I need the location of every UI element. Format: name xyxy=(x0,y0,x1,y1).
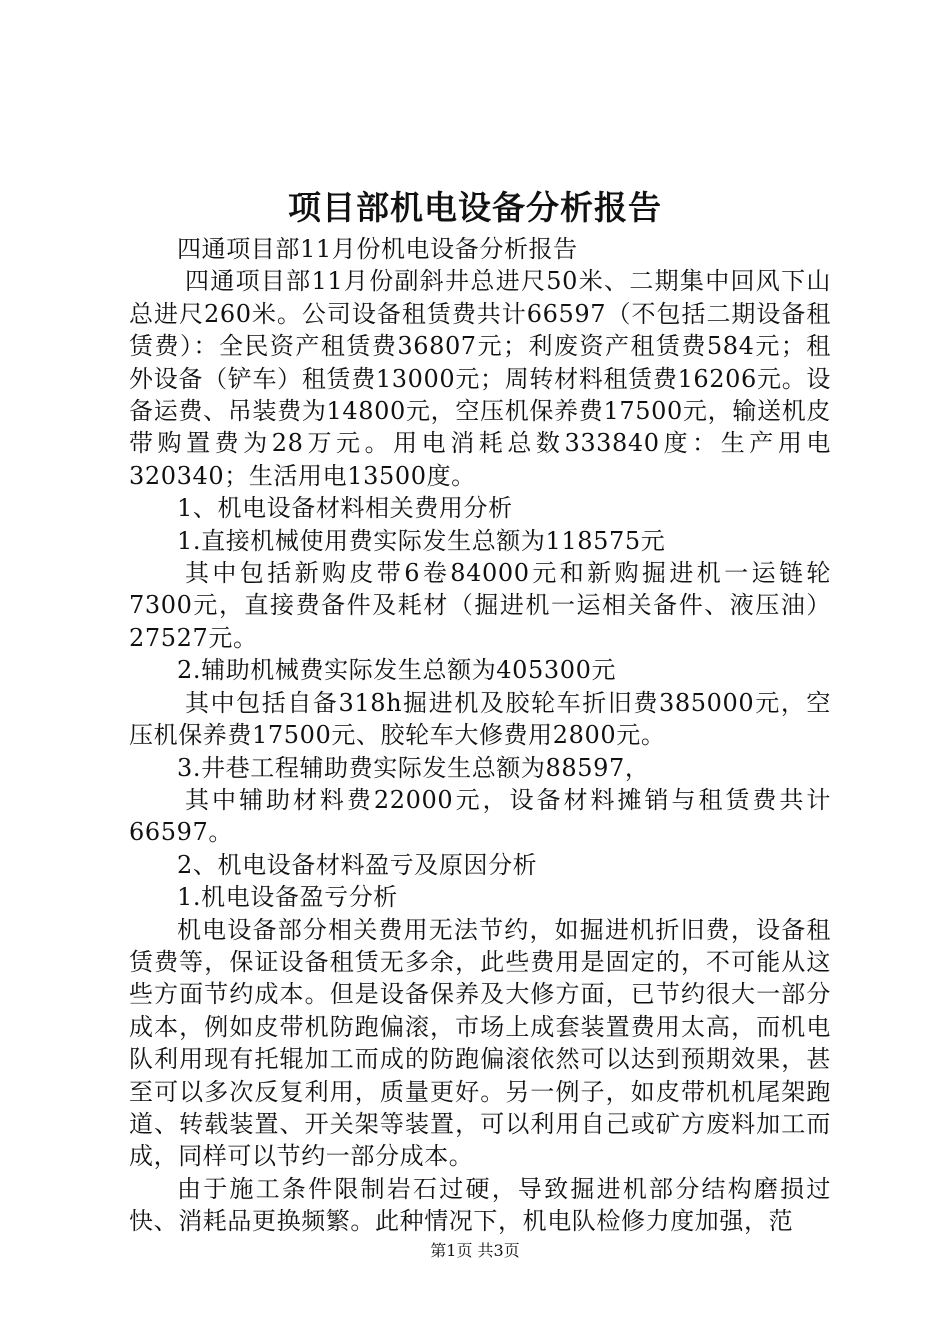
subheading-equipment-profit-loss: 1.机电设备盈亏分析 xyxy=(177,883,398,912)
subheading-tunnel-engineering-cost: 3.井巷工程辅助费实际发生总额为88597， xyxy=(177,753,650,782)
summary-paragraph: 四通项目部11月份副斜井总进尺50米、二期集中回风下山总进尺260米。公司设备租赁费共计66597（不包括二期设备租赁费）：全民资产租赁费36807元；利废资产租赁费584元；租外设备（铲车）租赁费13000元；周转材料租赁费16206元。设备运费、吊装费为14800元，空压机保养费17500元，输送机皮带购置费为28万元。用电消耗总数333840度：生产用电320340；生活用电13500度。 xyxy=(129,267,831,490)
paragraph-cost-saving-analysis: 机电设备部分相关费用无法节约，如掘进机折旧费，设备租赁费等，保证设备租赁无多余，此些费用是固定的，不可能从这些方面节约成本。但是设备保养及大修方面，已节约很大一部分成本，例如皮带机防跑偏滚，市场上成套装置费用太高，而机电队利用现有托辊加工而成的防跑偏滚依然可以达到预期效果，甚至可以多次反复利用，质量更好。另一例子，如皮带机机尾架跑道、转载装置、开关架等装置，可以利用自己或矿方废料加工而成，同样可以节约一部分成本。 xyxy=(129,915,831,1171)
subheading-direct-machinery-cost: 1.直接机械使用费实际发生总额为118575元 xyxy=(177,526,666,555)
document-body xyxy=(129,233,831,1238)
document-title: 项目部机电设备分析报告 xyxy=(288,188,662,227)
page-footer: 第1页 共3页 xyxy=(430,1241,520,1260)
paragraph-tunnel-engineering-detail: 其中辅助材料费22000元，设备材料摊销与租赁费共计66597。 xyxy=(129,785,831,847)
paragraph-auxiliary-machinery-detail: 其中包括自备318h掘进机及胶轮车折旧费385000元，空压机保养费17500元、胶轮车大修费用2800元。 xyxy=(129,688,831,750)
paragraph-construction-conditions: 由于施工条件限制岩石过硬，导致掘进机部分结构磨损过快、消耗品更换频繁。此种情况下，机电队检修力度加强，范 xyxy=(129,1174,831,1236)
section-heading-cost-analysis: 1、机电设备材料相关费用分析 xyxy=(177,494,513,523)
subheading-auxiliary-machinery-cost: 2.辅助机械费实际发生总额为405300元 xyxy=(177,656,617,685)
section-heading-profit-loss-analysis: 2、机电设备材料盈亏及原因分析 xyxy=(177,850,538,879)
paragraph-direct-machinery-detail: 其中包括新购皮带6卷84000元和新购掘进机一运链轮7300元，直接费备件及耗材（掘进机一运相关备件、液压油）27527元。 xyxy=(129,559,831,652)
report-subtitle-paragraph: 四通项目部11月份机电设备分析报告 xyxy=(177,235,578,263)
